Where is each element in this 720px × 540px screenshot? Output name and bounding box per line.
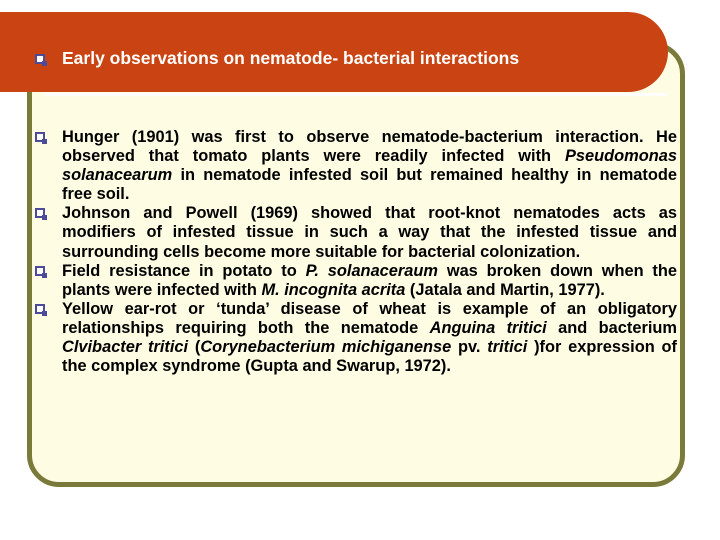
square-bullet-icon — [35, 132, 45, 142]
list-item-text: Yellow ear-rot or ‘tunda’ disease of wheat is example of an obligatory relationships requiring both the nematode Anguina tritici and bacterium Clvibacter tritici (Corynebacterium michiganense pv. tritici )for expression of the complex syndrome (Gupta and Swarup, 1972). — [62, 299, 677, 376]
list-item-text: Field resistance in potato to P. solanaceraum was broken down when the plants were infected with M. incognita acrita (Jatala and Martin, 1977). — [62, 261, 677, 299]
bullet-list — [35, 128, 700, 376]
list-item — [35, 300, 700, 376]
list-item — [35, 204, 700, 261]
list-item — [35, 128, 700, 204]
square-bullet-icon — [35, 208, 45, 218]
list-item-text: Hunger (1901) was first to observe nematode-bacterium interaction. He observed that tomato plants were readily infected with Pseudomonas solanacearum in nematode infested soil but remained healthy in nematode free soil. — [62, 128, 677, 204]
list-item — [35, 262, 700, 300]
square-bullet-icon — [35, 266, 45, 276]
slide-title-text: Early observations on nematode- bacterial interactions — [62, 48, 520, 68]
list-item-text: Johnson and Powell (1969) showed that root-knot nematodes acts as modifiers of infested tissue in such a way that the infested tissue and surrounding cells become more suitable for bacterial colonization. — [62, 204, 677, 261]
slide-title — [35, 48, 519, 69]
square-bullet-icon — [35, 304, 45, 314]
header-divider — [45, 93, 667, 96]
square-bullet-icon — [35, 54, 45, 64]
